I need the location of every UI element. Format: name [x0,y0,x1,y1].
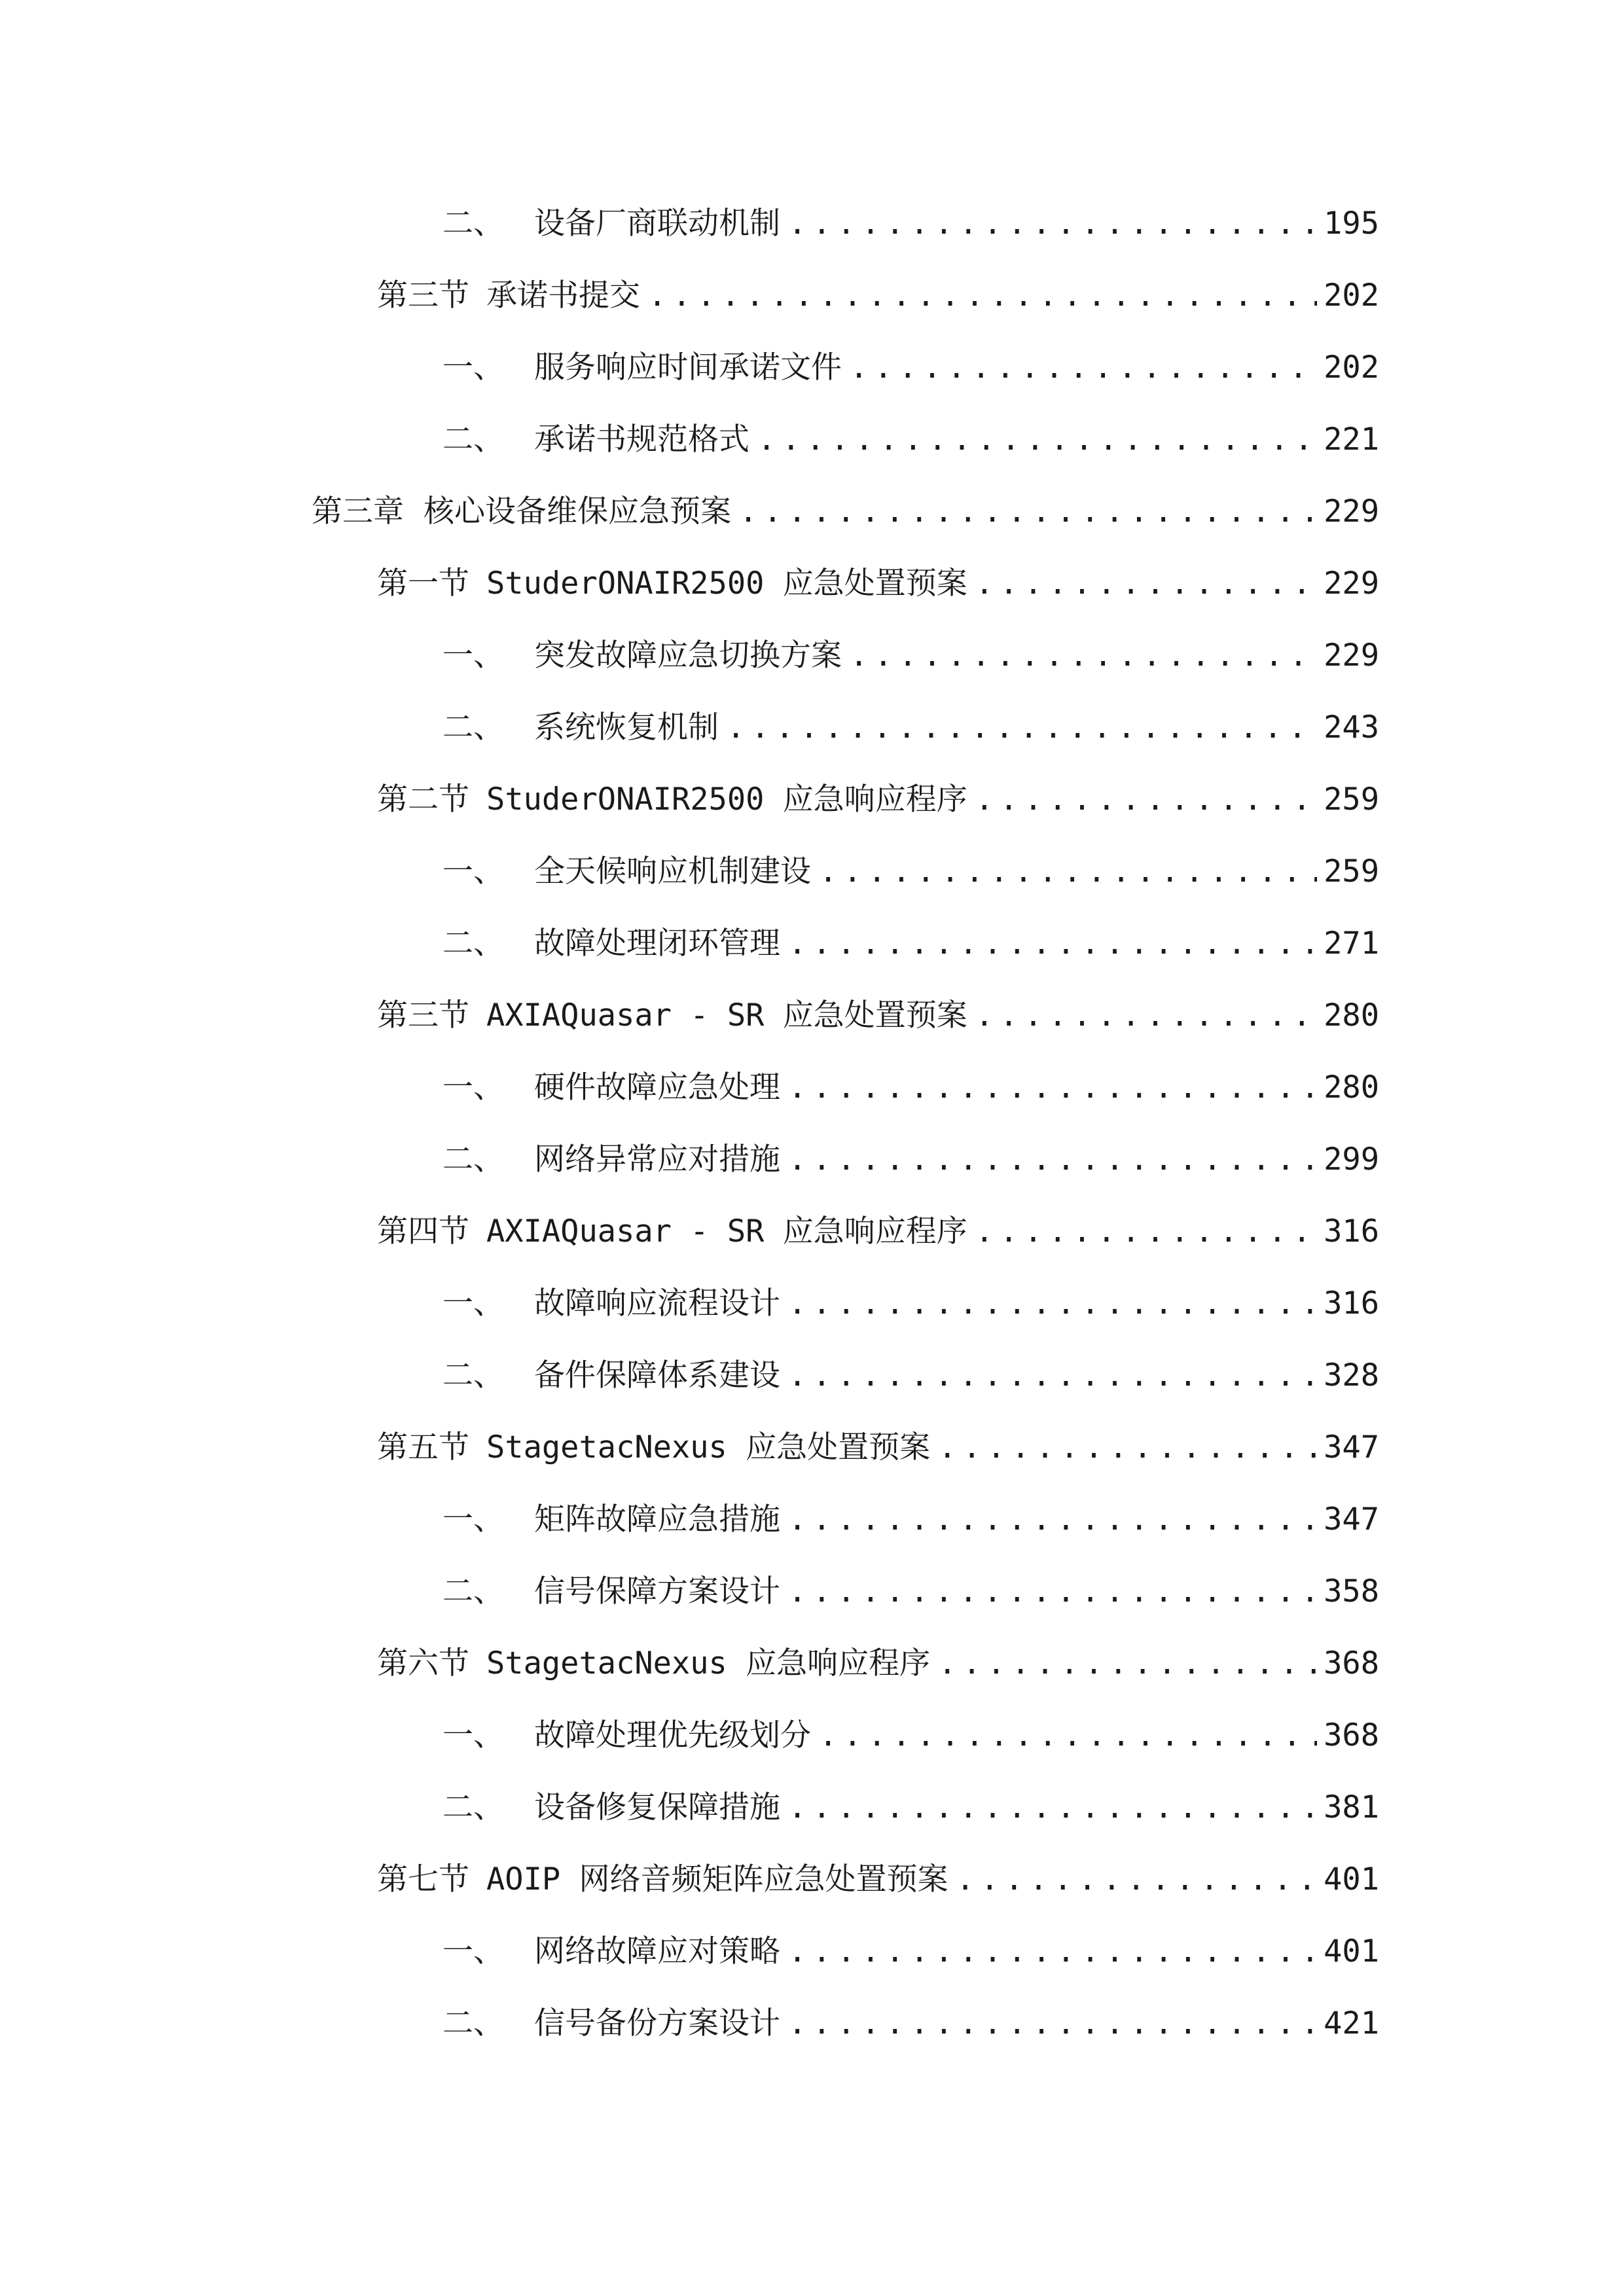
toc-entry-number: 第三节 [377,997,469,1033]
dot-leader [788,1356,1317,1395]
toc-entry-page: 280 [1324,997,1379,1033]
toc-entry-page: 259 [1324,781,1379,817]
toc-entry[interactable] [442,1919,1379,1971]
toc-entry-number: 二、 [442,2005,504,2041]
toc-entry[interactable] [377,1415,1379,1467]
dot-leader [850,348,1317,387]
dot-leader [739,492,1317,531]
toc-entry[interactable] [377,983,1379,1035]
toc-entry[interactable] [442,623,1379,675]
toc-entry-page: 229 [1324,565,1379,601]
toc-entry-title: 网络异常应对措施 [534,1141,780,1177]
toc-entry[interactable] [312,479,1379,531]
toc-entry[interactable] [442,1343,1379,1395]
dot-leader [727,708,1317,747]
toc-entry-number: 一、 [442,1717,504,1753]
toc-entry-number: 一、 [442,1933,504,1969]
toc-entry[interactable] [377,767,1379,819]
dot-leader [648,276,1317,315]
dot-leader [819,1716,1317,1755]
toc-entry-number: 一、 [442,350,504,386]
dot-leader [819,852,1317,891]
toc-entry-title: AXIAQuasar - SR 应急处置预案 [486,997,967,1033]
toc-entry-page: 316 [1324,1285,1379,1321]
toc-entry-title: 故障响应流程设计 [534,1285,780,1321]
dot-leader [788,1572,1317,1611]
toc-entry-number: 第二节 [377,781,469,817]
toc-entry-page: 243 [1324,709,1379,745]
toc-entry-page: 202 [1324,278,1379,314]
dot-leader [788,1284,1317,1323]
toc-entry-title: 服务响应时间承诺文件 [534,350,842,386]
toc-entry-number: 二、 [442,1573,504,1609]
toc-entry-number: 二、 [442,1789,504,1825]
toc-entry-title: 网络故障应对策略 [534,1933,780,1969]
toc-entry-page: 280 [1324,1069,1379,1105]
toc-entry-title: 信号保障方案设计 [534,1573,780,1609]
toc-entry-page: 229 [1324,637,1379,673]
toc-entry-title: 全天候响应机制建设 [534,853,811,889]
toc-entry-title: StuderONAIR2500 应急响应程序 [486,781,967,817]
toc-entry-title: 备件保障体系建设 [534,1357,780,1393]
toc-entry-title: 突发故障应急切换方案 [534,637,842,673]
toc-entry[interactable] [442,1559,1379,1611]
dot-leader [850,636,1317,675]
toc-entry[interactable] [442,1775,1379,1827]
toc-entry[interactable] [377,551,1379,603]
toc-entry-number: 二、 [442,925,504,961]
toc-entry[interactable] [377,1199,1379,1251]
toc-entry-title: StagetacNexus 应急处置预案 [486,1429,931,1465]
toc-entry-number: 第三节 [377,278,469,314]
toc-entry-page: 368 [1324,1645,1379,1681]
toc-entry-title: StagetacNexus 应急响应程序 [486,1645,931,1681]
toc-entry[interactable] [442,1703,1379,1755]
toc-entry-title: 核心设备维保应急预案 [424,493,731,529]
toc-entry-page: 347 [1324,1501,1379,1537]
dot-leader [788,2004,1317,2043]
toc-entry-page: 316 [1324,1213,1379,1249]
toc-entry-title: 故障处理闭环管理 [534,925,780,961]
toc-entry-title: 故障处理优先级划分 [534,1717,811,1753]
toc-entry[interactable] [442,335,1379,387]
dot-leader [788,204,1317,243]
toc-entry-number: 第六节 [377,1645,469,1681]
toc-entry[interactable] [377,263,1379,315]
toc-entry-page: 401 [1324,1933,1379,1969]
dot-leader [975,780,1317,819]
toc-entry-number: 一、 [442,637,504,673]
dot-leader [956,1860,1317,1899]
dot-leader [975,996,1317,1035]
toc-entry[interactable] [377,1847,1379,1899]
toc-entry-title: 信号备份方案设计 [534,2005,780,2041]
dot-leader [938,1644,1317,1683]
toc-entry-page: 401 [1324,1861,1379,1897]
toc-entry-page: 328 [1324,1357,1379,1393]
toc-entry-number: 第五节 [377,1429,469,1465]
dot-leader [788,1932,1317,1971]
toc-entry[interactable] [442,1991,1379,2043]
toc-entry-page: 358 [1324,1573,1379,1609]
toc-entry-page: 368 [1324,1717,1379,1753]
dot-leader [788,1068,1317,1107]
dot-leader [975,564,1317,603]
toc-entry-page: 229 [1324,493,1379,529]
dot-leader [788,1140,1317,1179]
toc-entry-number: 一、 [442,1501,504,1537]
toc-entry-page: 202 [1324,350,1379,386]
toc-entry-number: 一、 [442,1069,504,1105]
dot-leader [938,1428,1317,1467]
toc-entry-title: 系统恢复机制 [534,709,719,745]
toc-entry-number: 第七节 [377,1861,469,1897]
toc-entry-page: 259 [1324,853,1379,889]
toc-entry-page: 347 [1324,1429,1379,1465]
toc-entry-page: 195 [1324,206,1379,242]
toc-entry-title: 设备修复保障措施 [534,1789,780,1825]
toc-entry[interactable] [442,407,1379,459]
toc-entry[interactable] [442,1487,1379,1539]
toc-entry[interactable] [377,1631,1379,1683]
toc-entry[interactable] [442,839,1379,891]
toc-entry-title: 承诺书提交 [486,278,640,314]
toc-entry-number: 一、 [442,1285,504,1321]
toc-entry-number: 二、 [442,1141,504,1177]
toc-entry-title: 硬件故障应急处理 [534,1069,780,1105]
toc-entry-number: 一、 [442,853,504,889]
toc-entry-page: 381 [1324,1789,1379,1825]
toc-entry-title: AOIP 网络音频矩阵应急处置预案 [486,1861,948,1897]
toc-entry-number: 二、 [442,422,504,457]
toc-entry-page: 271 [1324,925,1379,961]
dot-leader [975,1212,1317,1251]
toc-entry[interactable] [442,1127,1379,1179]
dot-leader [788,1500,1317,1539]
toc-entry-page: 421 [1324,2005,1379,2041]
toc-entry[interactable] [442,1271,1379,1323]
toc-entry[interactable] [442,911,1379,963]
toc-entry[interactable] [442,1055,1379,1107]
toc-entry-title: AXIAQuasar - SR 应急响应程序 [486,1213,967,1249]
toc-entry-page: 221 [1324,422,1379,457]
toc-entry-title: 设备厂商联动机制 [534,206,780,242]
toc-entry-number: 第一节 [377,565,469,601]
dot-leader [757,420,1317,459]
toc-entry-number: 二、 [442,709,504,745]
toc-entry[interactable] [442,191,1379,243]
toc-entry-number: 二、 [442,206,504,242]
toc-entry-number: 二、 [442,1357,504,1393]
dot-leader [788,1788,1317,1827]
toc-entry-number: 第四节 [377,1213,469,1249]
toc-entry-page: 299 [1324,1141,1379,1177]
toc-entry-title: StuderONAIR2500 应急处置预案 [486,565,967,601]
toc-entry-title: 承诺书规范格式 [534,422,749,457]
dot-leader [788,924,1317,963]
toc-entry-title: 矩阵故障应急措施 [534,1501,780,1537]
toc-entry-number: 第三章 [312,493,404,529]
toc-entry[interactable] [442,695,1379,747]
